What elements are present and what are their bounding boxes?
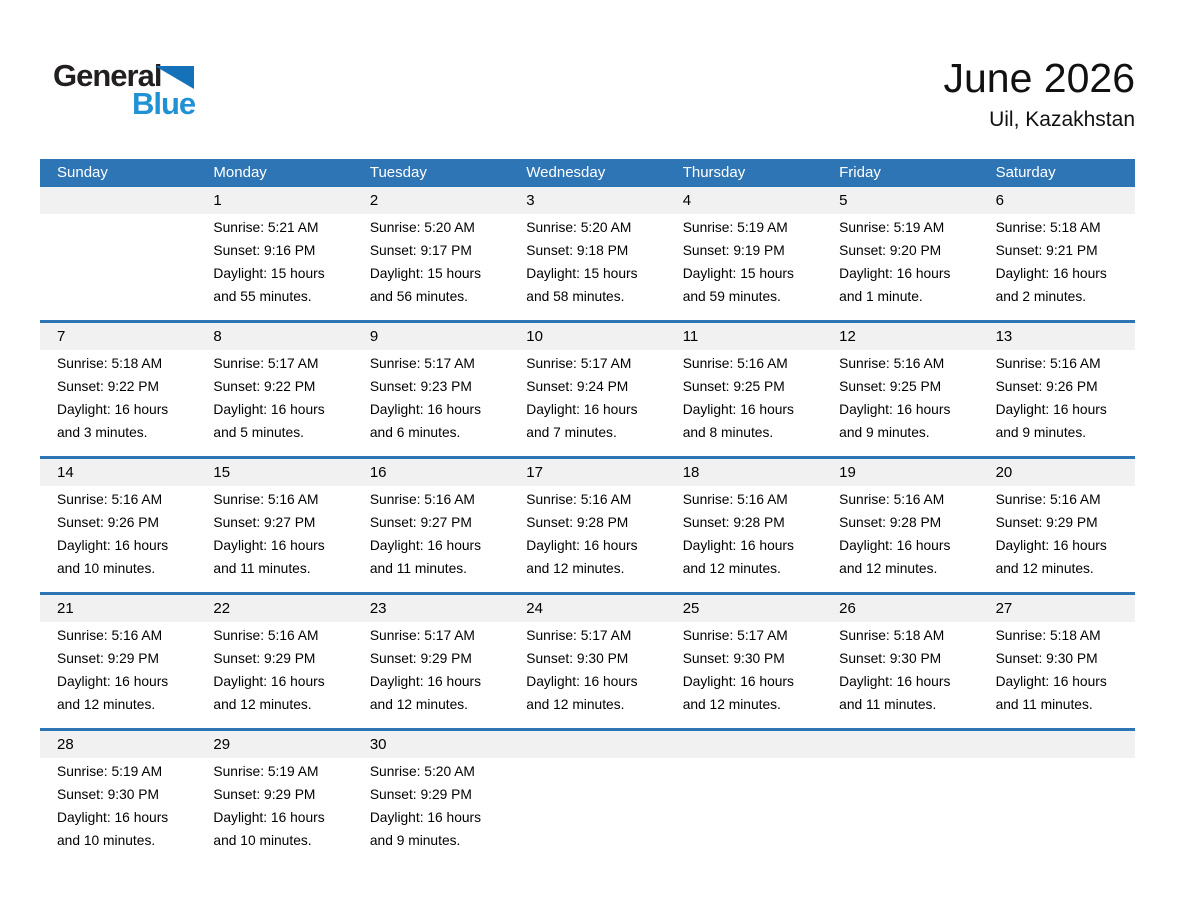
day-cell [666,758,822,864]
sunset-text: Sunset: 9:26 PM [995,379,1098,394]
sunrise-text: Sunrise: 5:18 AM [995,628,1101,643]
daylight-text: Daylight: 16 hours [839,266,951,281]
weekday-header-monday: Monday [213,164,267,181]
daylight-text: and 12 minutes. [839,561,938,576]
daylight-text: Daylight: 16 hours [682,402,794,417]
daylight-text: Daylight: 16 hours [526,538,638,553]
daylight-text: and 8 minutes. [682,425,774,440]
daylight-text: and 59 minutes. [682,289,781,304]
day-cell [822,214,978,320]
day-number: 26 [839,600,856,617]
sunset-text: Sunset: 9:20 PM [839,243,942,258]
weekday-header-thursday: Thursday [682,164,746,181]
day-cell [822,350,978,456]
weekday-header-wednesday: Wednesday [526,164,606,181]
daylight-text: and 2 minutes. [995,289,1087,304]
daylight-text: Daylight: 16 hours [526,402,638,417]
sunset-text: Sunset: 9:29 PM [213,787,316,802]
daylight-text: and 12 minutes. [682,697,781,712]
sunset-text: Sunset: 9:29 PM [369,787,472,802]
sunrise-text: Sunrise: 5:17 AM [526,628,632,643]
sunset-text: Sunset: 9:25 PM [682,379,785,394]
day-number: 28 [57,736,74,753]
day-number-row [40,731,1135,758]
sunrise-text: Sunrise: 5:16 AM [369,492,475,507]
day-details-row [40,758,1135,864]
sunset-text: Sunset: 9:30 PM [57,787,160,802]
day-cell [509,622,665,728]
sunset-text: Sunset: 9:18 PM [526,243,629,258]
day-number: 5 [839,192,848,209]
day-details-row [40,214,1135,320]
daylight-text: and 12 minutes. [213,697,312,712]
day-number [666,731,822,758]
daylight-text: and 9 minutes. [839,425,930,440]
sunset-text: Sunset: 9:22 PM [213,379,316,394]
logo-blue-text: Blue [132,86,196,121]
daylight-text: and 12 minutes. [369,697,469,712]
day-number: 15 [213,464,231,481]
sunset-text: Sunset: 9:21 PM [995,243,1098,258]
daylight-text: Daylight: 16 hours [213,810,325,825]
day-details-row [40,486,1135,592]
daylight-text: and 5 minutes. [213,425,304,440]
day-cell [666,622,822,728]
sunrise-text: Sunrise: 5:19 AM [682,220,788,235]
day-number [40,187,196,214]
daylight-text: and 3 minutes. [57,425,148,440]
daylight-text: and 10 minutes. [57,833,156,848]
sunrise-text: Sunrise: 5:20 AM [369,764,475,779]
day-cell [979,758,1135,864]
sunset-text: Sunset: 9:24 PM [526,379,629,394]
day-number-row [40,323,1135,350]
weekday-header-tuesday: Tuesday [369,164,427,181]
sunrise-text: Sunrise: 5:19 AM [839,220,945,235]
daylight-text: and 56 minutes. [369,289,469,304]
sunset-text: Sunset: 9:29 PM [995,515,1098,530]
day-cell [40,622,196,728]
daylight-text: and 9 minutes. [369,833,461,848]
daylight-text: and 11 minutes. [839,697,937,712]
week-row [40,592,1135,728]
daylight-text: Daylight: 16 hours [369,674,482,689]
calendar-table [40,159,1135,864]
week-row [40,456,1135,592]
day-number [822,731,978,758]
day-number-row [40,187,1135,214]
daylight-text: Daylight: 16 hours [995,266,1107,281]
day-cell [196,486,352,592]
day-number: 3 [526,192,535,209]
day-cell [979,214,1135,320]
daylight-text: Daylight: 16 hours [839,674,951,689]
daylight-text: Daylight: 16 hours [213,402,325,417]
day-number: 8 [213,328,222,345]
day-cell [822,622,978,728]
day-cell [979,486,1135,592]
daylight-text: Daylight: 16 hours [57,402,169,417]
day-number-row [40,459,1135,486]
day-number: 22 [213,600,231,617]
daylight-text: and 10 minutes. [57,561,156,576]
day-cell [666,350,822,456]
daylight-text: Daylight: 16 hours [995,538,1107,553]
sunrise-text: Sunrise: 5:17 AM [682,628,788,643]
sunset-text: Sunset: 9:22 PM [57,379,160,394]
sunset-text: Sunset: 9:28 PM [839,515,942,530]
sunrise-text: Sunrise: 5:16 AM [57,492,163,507]
sunset-text: Sunset: 9:28 PM [526,515,629,530]
sunrise-text: Sunrise: 5:21 AM [213,220,319,235]
daylight-text: Daylight: 16 hours [369,810,482,825]
daylight-text: Daylight: 15 hours [526,266,638,281]
daylight-text: and 12 minutes. [995,561,1094,576]
day-number: 29 [213,736,231,753]
daylight-text: Daylight: 15 hours [682,266,794,281]
daylight-text: and 10 minutes. [213,833,312,848]
day-cell [822,486,978,592]
daylight-text: Daylight: 15 hours [369,266,482,281]
day-cell [509,486,665,592]
daylight-text: and 7 minutes. [526,425,617,440]
sunrise-text: Sunrise: 5:16 AM [682,356,788,371]
day-number: 18 [682,464,700,481]
day-number: 21 [57,600,74,617]
day-cell [509,758,665,864]
day-cell [353,214,509,320]
day-cell [353,486,509,592]
day-number: 12 [839,328,856,345]
sunrise-text: Sunrise: 5:16 AM [213,492,319,507]
daylight-text: Daylight: 16 hours [682,538,794,553]
daylight-text: and 6 minutes. [369,425,461,440]
sunset-text: Sunset: 9:30 PM [995,651,1098,666]
daylight-text: and 12 minutes. [526,561,625,576]
daylight-text: and 1 minute. [839,289,923,304]
daylight-text: Daylight: 16 hours [57,538,169,553]
day-cell [353,622,509,728]
location-subtitle: Uil, Kazakhstan [989,108,1135,132]
title-block [943,56,1135,132]
sunrise-text: Sunrise: 5:16 AM [995,492,1101,507]
day-cell [353,758,509,864]
day-number: 30 [369,736,387,753]
day-number: 9 [369,328,379,345]
sunrise-text: Sunrise: 5:16 AM [526,492,632,507]
day-cell [979,350,1135,456]
day-cell [509,214,665,320]
day-number: 20 [995,464,1013,481]
sunrise-text: Sunrise: 5:19 AM [213,764,319,779]
sunset-text: Sunset: 9:25 PM [839,379,942,394]
sunrise-text: Sunrise: 5:16 AM [839,356,945,371]
weekday-header-sunday: Sunday [57,164,108,181]
day-cell [40,214,196,320]
general-blue-logo [53,60,273,130]
sunset-text: Sunset: 9:27 PM [369,515,472,530]
sunrise-text: Sunrise: 5:17 AM [213,356,319,371]
sunset-text: Sunset: 9:28 PM [682,515,785,530]
day-details-row [40,350,1135,456]
sunrise-text: Sunrise: 5:17 AM [369,628,475,643]
day-cell [40,486,196,592]
daylight-text: Daylight: 16 hours [839,538,951,553]
daylight-text: Daylight: 16 hours [995,674,1107,689]
page-title: June 2026 [943,55,1135,101]
sunrise-text: Sunrise: 5:16 AM [995,356,1101,371]
daylight-text: Daylight: 16 hours [995,402,1107,417]
daylight-text: and 12 minutes. [526,697,625,712]
day-number: 11 [682,328,699,345]
daylight-text: and 11 minutes. [369,561,467,576]
day-cell [196,214,352,320]
day-cell [196,758,352,864]
day-number: 4 [682,192,692,209]
day-cell [196,622,352,728]
sunrise-text: Sunrise: 5:16 AM [213,628,319,643]
daylight-text: Daylight: 15 hours [213,266,325,281]
daylight-text: Daylight: 16 hours [369,402,482,417]
day-number [979,731,1135,758]
daylight-text: and 12 minutes. [682,561,781,576]
daylight-text: Daylight: 16 hours [369,538,482,553]
sunset-text: Sunset: 9:17 PM [369,243,472,258]
sunset-text: Sunset: 9:23 PM [369,379,472,394]
day-cell [353,350,509,456]
sunrise-text: Sunrise: 5:16 AM [57,628,163,643]
weekday-header-friday: Friday [839,164,881,181]
day-number: 23 [369,600,387,617]
sunset-text: Sunset: 9:29 PM [57,651,160,666]
day-number-row [40,595,1135,622]
day-number: 16 [369,464,387,481]
day-number: 10 [526,328,543,345]
daylight-text: and 9 minutes. [995,425,1087,440]
daylight-text: and 58 minutes. [526,289,625,304]
sunset-text: Sunset: 9:29 PM [213,651,316,666]
sunset-text: Sunset: 9:16 PM [213,243,316,258]
logo-general-text: General [53,58,162,93]
day-number: 17 [526,464,543,481]
daylight-text: Daylight: 16 hours [57,674,169,689]
sunrise-text: Sunrise: 5:18 AM [995,220,1101,235]
day-cell [40,350,196,456]
sunset-text: Sunset: 9:30 PM [526,651,629,666]
day-cell [822,758,978,864]
week-row [40,728,1135,864]
day-cell [666,214,822,320]
day-cell [666,486,822,592]
sunrise-text: Sunrise: 5:20 AM [526,220,632,235]
daylight-text: Daylight: 16 hours [57,810,169,825]
daylight-text: and 11 minutes. [995,697,1093,712]
day-number: 24 [526,600,543,617]
sunrise-text: Sunrise: 5:18 AM [57,356,163,371]
day-number [509,731,665,758]
sunset-text: Sunset: 9:19 PM [682,243,785,258]
sunrise-text: Sunrise: 5:19 AM [57,764,163,779]
sunset-text: Sunset: 9:26 PM [57,515,160,530]
day-number: 6 [995,192,1004,209]
day-number: 7 [57,328,66,345]
weekday-header-saturday: Saturday [995,164,1056,181]
daylight-text: Daylight: 16 hours [213,674,325,689]
day-number: 14 [57,464,74,481]
day-cell [509,350,665,456]
day-number: 25 [682,600,700,617]
day-number: 1 [213,192,222,209]
week-row [40,320,1135,456]
calendar-weeks [40,187,1135,864]
daylight-text: Daylight: 16 hours [682,674,794,689]
day-number: 19 [839,464,856,481]
sunrise-text: Sunrise: 5:16 AM [682,492,788,507]
day-number: 13 [995,328,1013,345]
sunrise-text: Sunrise: 5:16 AM [839,492,945,507]
day-details-row [40,622,1135,728]
day-cell [979,622,1135,728]
sunrise-text: Sunrise: 5:18 AM [839,628,945,643]
daylight-text: and 12 minutes. [57,697,156,712]
sunset-text: Sunset: 9:27 PM [213,515,316,530]
day-number: 27 [995,600,1013,617]
daylight-text: Daylight: 16 hours [213,538,325,553]
sunset-text: Sunset: 9:29 PM [369,651,472,666]
weekday-header-row [40,159,1135,187]
daylight-text: Daylight: 16 hours [839,402,951,417]
day-number: 2 [369,192,379,209]
sunrise-text: Sunrise: 5:20 AM [369,220,475,235]
daylight-text: and 55 minutes. [213,289,312,304]
sunset-text: Sunset: 9:30 PM [682,651,785,666]
day-cell [40,758,196,864]
sunrise-text: Sunrise: 5:17 AM [526,356,632,371]
day-cell [196,350,352,456]
sunrise-text: Sunrise: 5:17 AM [369,356,475,371]
week-row [40,187,1135,320]
sunset-text: Sunset: 9:30 PM [839,651,942,666]
daylight-text: and 11 minutes. [213,561,311,576]
daylight-text: Daylight: 16 hours [526,674,638,689]
